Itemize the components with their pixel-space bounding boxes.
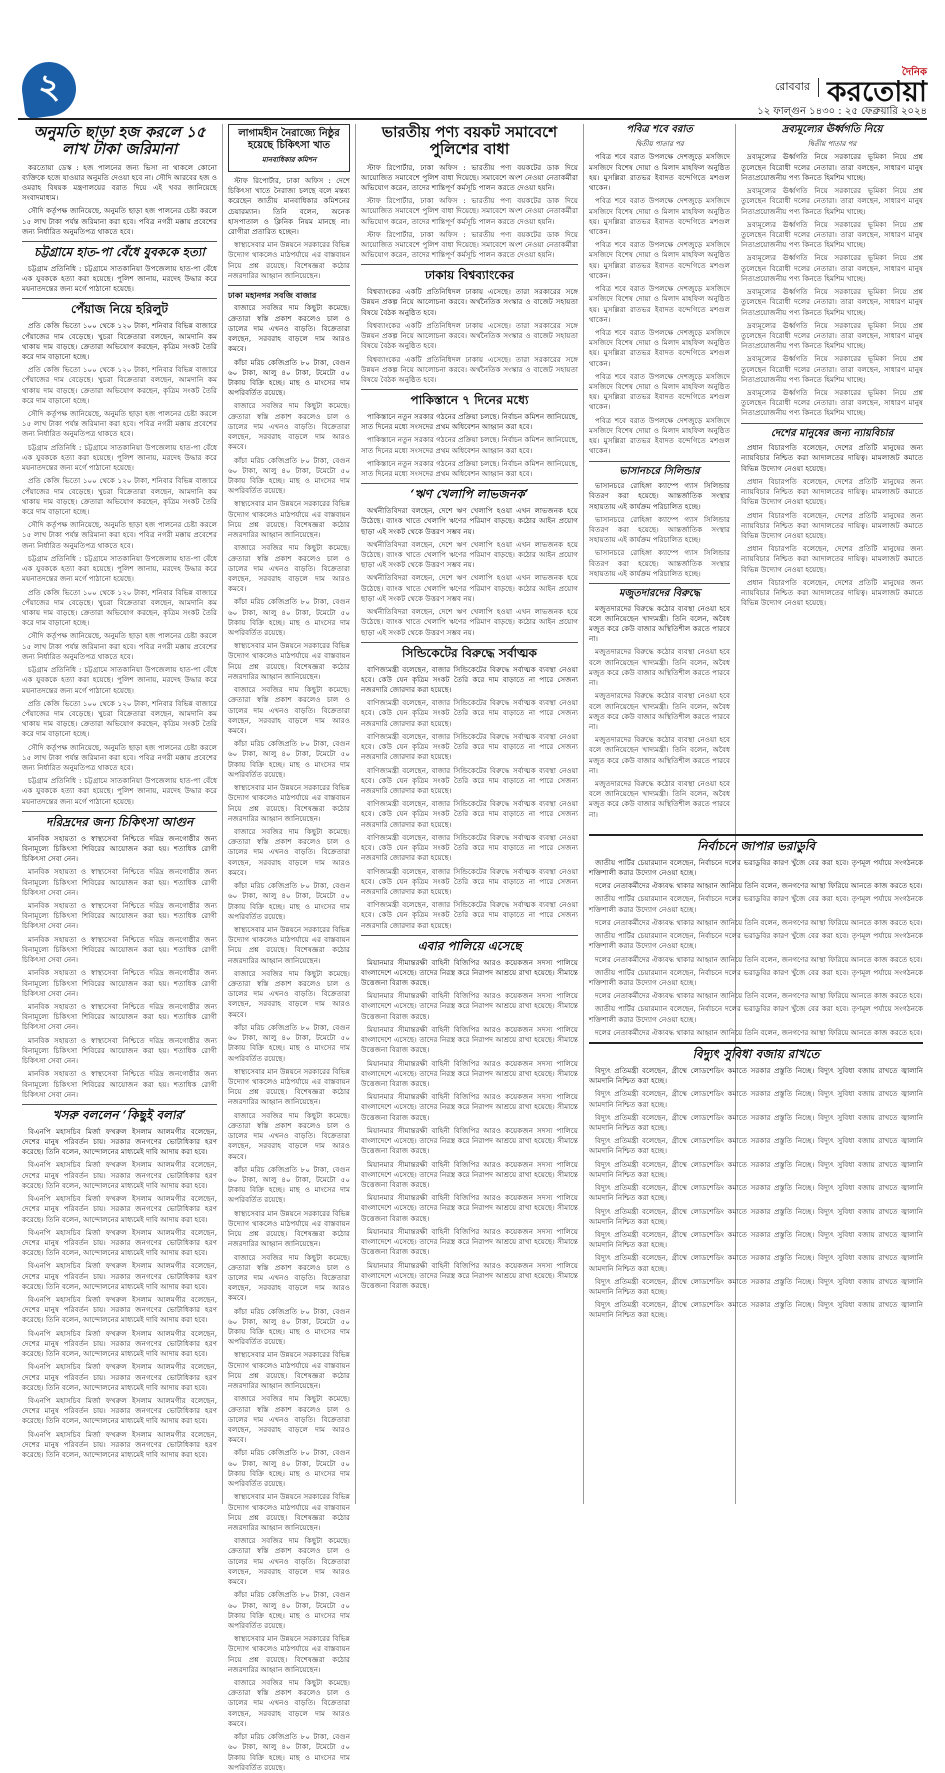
article-body: বিদ্যুৎ প্রতিমন্ত্রী বলেছেন, গ্রীষ্মে লোডশেডিং কমাতে সরকার প্রস্তুতি নিচ্ছে। বিদ্যুৎ সুবিধা বজায় রাখতে জ্বালানি আমদানি নিশ্চিত করা হচ্ছে। xyxy=(589,1159,923,1179)
headline-justice: দেশের মানুষের জন্য ন্যায়বিচার xyxy=(770,427,894,439)
article-body: বাজারে সবজির দাম কিছুটা কমেছে। ক্রেতারা স্বস্তি প্রকাশ করলেও চাল ও ডালের দাম এখনও বাড়তি। বিক্রেতারা বলছেন, সরবরাহ বাড়লে দাম আরও কমবে। xyxy=(228,826,350,877)
article-body: কাঁচা মরিচ কেজিপ্রতি ৮০ টাকা, বেগুন ৬০ টাকা, আলু ৪০ টাকা, টমেটো ৫০ টাকায় বিক্রি হচ্ছে। মাছ ও মাংসের দাম অপরিবর্তিত রয়েছে। xyxy=(228,881,350,921)
article-body: কাঁচা মরিচ কেজিপ্রতি ৮০ টাকা, বেগুন ৬০ টাকা, আলু ৪০ টাকা, টমেটো ৫০ টাকায় বিক্রি হচ্ছে। মাছ ও মাংসের দাম অপরিবর্তিত রয়েছে। xyxy=(228,1732,350,1772)
article-body: দ্রব্যমূল্যের ঊর্ধ্বগতি নিয়ে সরকারের ভূমিকা নিয়ে প্রশ্ন তুলেছেন বিরোধী দলের নেতারা। তারা বলছেন, সাধারণ মানুষ নিত্যপ্রয়োজনীয় পণ্য কিনতে হিমশিম খাচ্ছে। xyxy=(741,253,923,283)
article-body: পবিত্র শবে বরাত উপলক্ষে দেশজুড়ে মসজিদে মসজিদে বিশেষ দোয়া ও মিলাদ মাহফিল অনুষ্ঠিত হয়। মুসল্লিরা রাতভর ইবাদত বন্দেগিতে মশগুল থাকেন। xyxy=(589,196,730,236)
article-body: মানবিক সহায়তা ও স্বাস্থ্যসেবা নিশ্চিতে দরিদ্র জনগোষ্ঠীর জন্য বিনামূল্যে চিকিৎসা শিবিরের আয়োজন করা হয়। শতাধিক রোগী চিকিৎসা সেবা নেন। xyxy=(22,901,217,931)
article-body: বিএনপি মহাসচিব মির্জা ফখরুল ইসলাম আলমগীর বলেছেন, দেশের মানুষ পরিবর্তন চায়। সরকার জনগণের ভোটাধিকার হরণ করেছে। তিনি বলেন, আন্দোলনের মাধ্যমেই দাবি আদায় করা হবে। xyxy=(22,1396,217,1426)
article-body: বিএনপি মহাসচিব মির্জা ফখরুল ইসলাম আলমগীর বলেছেন, দেশের মানুষ পরিবর্তন চায়। সরকার জনগণের ভোটাধিকার হরণ করেছে। তিনি বলেন, আন্দোলনের মাধ্যমেই দাবি আদায় করা হবে। xyxy=(22,1126,217,1157)
headline-shab-e-barat: পবিত্র শবে বরাত xyxy=(626,124,693,135)
article-body: স্বাস্থ্যসেবার মান উন্নয়নে সরকারের বিভিন্ন উদ্যোগ থাকলেও মাঠপর্যায়ে এর বাস্তবায়ন নিয়ে প্রশ্ন রয়েছে। বিশেষজ্ঞরা কঠোর নজরদারির আহ্বান জানিয়েছেন। xyxy=(228,641,350,681)
newspaper-logo-name: করতোয়া xyxy=(827,75,927,108)
article-body: মানবিক সহায়তা ও স্বাস্থ্যসেবা নিশ্চিতে দরিদ্র জনগোষ্ঠীর জন্য বিনামূল্যে চিকিৎসা শিবিরের আয়োজন করা হয়। শতাধিক রোগী চিকিৎসা সেবা নেন। xyxy=(22,867,217,897)
article-body: চট্টগ্রাম প্রতিনিধি : চট্টগ্রামে সাতকানিয়া উপজেলায় হাত-পা বেঁধে এক যুবককে হত্যা করা হয়েছে। পুলিশ জানায়, মরদেহ উদ্ধার করে ময়নাতদন্তের জন্য মর্গে পাঠানো হয়েছে। xyxy=(22,442,217,473)
article-body: পবিত্র শবে বরাত উপলক্ষে দেশজুড়ে মসজিদে মসজিদে বিশেষ দোয়া ও মিলাদ মাহফিল অনুষ্ঠিত হয়। মুসল্লিরা রাতভর ইবাদত বন্দেগিতে মশগুল থাকেন। xyxy=(589,327,730,368)
article-body: বিদ্যুৎ প্রতিমন্ত্রী বলেছেন, গ্রীষ্মে লোডশেডিং কমাতে সরকার প্রস্তুতি নিচ্ছে। বিদ্যুৎ সুবিধা বজায় রাখতে জ্বালানি আমদানি নিশ্চিত করা হচ্ছে। xyxy=(589,1112,923,1132)
divider xyxy=(741,423,923,424)
article-body: সৌদি কর্তৃপক্ষ জানিয়েছে, অনুমতি ছাড়া হজ পালনের চেষ্টা করলে ১৫ লাখ টাকা পর্যন্ত জরিমানা করা হবে। পবিত্র নগরী মক্কায় প্রবেশের জন্য নির্ধারিত অনুমতিপত্র থাকতে হবে। xyxy=(22,742,217,773)
article-body: কাঁচা মরিচ কেজিপ্রতি ৮০ টাকা, বেগুন ৬০ টাকা, আলু ৪০ টাকা, টমেটো ৫০ টাকায় বিক্রি হচ্ছে। মাছ ও মাংসের দাম অপরিবর্তিত রয়েছে। xyxy=(228,1448,350,1489)
headline-health-sector: লাগামহীন নৈরাজ্যে নিষ্ঠুর হয়েছে চিকিৎসা খাত xyxy=(238,128,340,151)
headline-electricity: বিদ্যুৎ সুবিধা বজায় রাখতে xyxy=(692,1047,820,1062)
article-body: দ্রব্যমূল্যের ঊর্ধ্বগতি নিয়ে সরকারের ভূমিকা নিয়ে প্রশ্ন তুলেছেন বিরোধী দলের নেতারা। তারা বলছেন, সাধারণ মানুষ নিত্যপ্রয়োজনীয় পণ্য কিনতে হিমশিম খাচ্ছে। xyxy=(741,152,923,182)
article-body: চট্টগ্রাম প্রতিনিধি : চট্টগ্রামে সাতকানিয়া উপজেলায় হাত-পা বেঁধে এক যুবককে হত্যা করা হয়েছে। পুলিশ জানায়, মরদেহ উদ্ধার করে ময়নাতদন্তের জন্য মর্গে পাঠানো হয়েছে। xyxy=(22,665,217,695)
article-byline: মানবাধিকার কমিশন xyxy=(261,155,317,164)
article-body: স্বাস্থ্যসেবার মান উন্নয়নে সরকারের বিভিন্ন উদ্যোগ থাকলেও মাঠপর্যায়ে এর বাস্তবায়ন নিয়ে প্রশ্ন রয়েছে। বিশেষজ্ঞরা কঠোর নজরদারির আহ্বান জানিয়েছেন। xyxy=(228,1066,350,1107)
article-body: দ্রব্যমূল্যের ঊর্ধ্বগতি নিয়ে সরকারের ভূমিকা নিয়ে প্রশ্ন তুলেছেন বিরোধী দলের নেতারা। তারা বলছেন, সাধারণ মানুষ নিত্যপ্রয়োজনীয় পণ্য কিনতে হিমশিম খাচ্ছে। xyxy=(741,287,923,317)
article-body: জাতীয় পার্টির চেয়ারম্যান বলেছেন, নির্বাচনে দলের ভরাডুবির কারণ খুঁজে বের করা হবে। তৃণমূল পর্যায়ে সংগঠনকে শক্তিশালী করার উদ্যোগ নেওয়া হচ্ছে। xyxy=(589,857,923,878)
article-body: চট্টগ্রাম প্রতিনিধি : চট্টগ্রামে সাতকানিয়া উপজেলায় হাত-পা বেঁধে এক যুবককে হত্যা করা হয়েছে। পুলিশ জানায়, মরদেহ উদ্ধার করে ময়নাতদন্তের জন্য মর্গে পাঠানো হয়েছে। xyxy=(22,776,217,806)
page-header xyxy=(0,0,945,120)
article-body: বিএনপি মহাসচিব মির্জা ফখরুল ইসলাম আলমগীর বলেছেন, দেশের মানুষ পরিবর্তন চায়। সরকার জনগণের ভোটাধিকার হরণ করেছে। তিনি বলেন, আন্দোলনের মাধ্যমেই দাবি আদায় করা হবে। xyxy=(22,1295,217,1325)
article-body: দ্রব্যমূল্যের ঊর্ধ্বগতি নিয়ে সরকারের ভূমিকা নিয়ে প্রশ্ন তুলেছেন বিরোধী দলের নেতারা। তারা বলছেন, সাধারণ মানুষ নিত্যপ্রয়োজনীয় পণ্য কিনতে হিমশিম খাচ্ছে। xyxy=(741,219,923,250)
divider xyxy=(22,298,217,299)
article-body: প্রতি কেজি ভিতো ১০০ থেকে ১২০ টাকা, শনিবার বিভিন্ন বাজারে পেঁয়াজের দাম বেড়েছে। খুচরা বিক্রেতারা বলছেন, আমদানি কম থাকায় দাম বাড়ছে। ক্রেতারা অভিযোগ করছেন, কৃত্রিম সংকট তৈরি করে দাম বাড়ানো হচ্ছে। xyxy=(22,587,217,628)
article-body: কাঁচা মরিচ কেজিপ্রতি ৮০ টাকা, বেগুন ৬০ টাকা, আলু ৪০ টাকা, টমেটো ৫০ টাকায় বিক্রি হচ্ছে। মাছ ও মাংসের দাম অপরিবর্তিত রয়েছে। xyxy=(228,1022,350,1063)
article-body: প্রতি কেজি ভিতো ১০০ থেকে ১২০ টাকা, শনিবার বিভিন্ন বাজারে পেঁয়াজের দাম বেড়েছে। খুচরা বিক্রেতারা বলছেন, আমদানি কম থাকায় দাম বাড়ছে। ক্রেতারা অভিযোগ করছেন, কৃত্রিম সংকট তৈরি করে দাম বাড়ানো হচ্ছে। xyxy=(22,321,217,361)
article-body: বাণিজ্যমন্ত্রী বলেছেন, বাজার সিন্ডিকেটের বিরুদ্ধে সর্বাত্মক ব্যবস্থা নেওয়া হবে। কেউ যেন কৃত্রিম সংকট তৈরি করে দাম বাড়াতে না পারে সেজন্য নজরদারি জোরদার করা হয়েছে। xyxy=(361,731,578,762)
article-body: প্রধান বিচারপতি বলেছেন, দেশের প্রতিটি মানুষের জন্য ন্যায়বিচার নিশ্চিত করা আদালতের দায়িত্ব। মামলাজট কমাতে বিভিন্ন উদ্যোগ নেওয়া হয়েছে। xyxy=(741,443,923,473)
article-body: দলের নেতাকর্মীদের ঐক্যবদ্ধ থাকার আহ্বান জানিয়ে তিনি বলেন, জনগণের আস্থা ফিরিয়ে আনতে কাজ করতে হবে। xyxy=(595,881,923,891)
article-body: বাজারে সবজির দাম কিছুটা কমেছে। ক্রেতারা স্বস্তি প্রকাশ করলেও চাল ও ডালের দাম এখনও বাড়তি। বিক্রেতারা বলছেন, সরবরাহ বাড়লে দাম আরও কমবে। xyxy=(228,401,350,452)
issue-date: ১২ ফাল্গুন ১৪৩০ : ২৫ ফেব্রুয়ারি ২০২৪ xyxy=(757,106,927,117)
divider xyxy=(361,264,578,265)
divider xyxy=(589,583,730,584)
article-body: অর্থনীতিবিদরা বলছেন, দেশে ঋণ খেলাপি হওয়া এখন লাভজনক হয়ে উঠেছে। ব্যাংক খাতে খেলাপি ঋণের পরিমাণ বাড়ছে। কঠোর আইন প্রয়োগ ছাড়া এই সংকট থেকে উত্তরণ সম্ভব নয়। xyxy=(361,539,578,570)
article-body: জাতীয় পার্টির চেয়ারম্যান বলেছেন, নির্বাচনে দলের ভরাডুবির কারণ খুঁজে বের করা হবে। তৃণমূল পর্যায়ে সংগঠনকে শক্তিশালী করার উদ্যোগ নেওয়া হচ্ছে। xyxy=(589,967,923,987)
article-body: মিয়ানমার সীমান্তরক্ষী বাহিনী বিজিপির আরও কয়েকজন সদস্য পালিয়ে বাংলাদেশে এসেছে। তাদের নিরস্ত্র করে নিরাপদ আশ্রয়ে রাখা হয়েছে। সীমান্তে উত্তেজনা বিরাজ করছে। xyxy=(361,1226,578,1257)
article-body: বাজারে সবজির দাম কিছুটা কমেছে। ক্রেতারা স্বস্তি প্রকাশ করলেও চাল ও ডালের দাম এখনও বাড়তি। বিক্রেতারা বলছেন, সরবরাহ বাড়লে দাম আরও কমবে। xyxy=(228,1394,350,1445)
article-body: বাণিজ্যমন্ত্রী বলেছেন, বাজার সিন্ডিকেটের বিরুদ্ধে সর্বাত্মক ব্যবস্থা নেওয়া হবে। কেউ যেন কৃত্রিম সংকট তৈরি করে দাম বাড়াতে না পারে সেজন্য নজরদারি জোরদার করা হয়েছে। xyxy=(361,900,578,930)
section-subhead: ঢাকা মহানগর সবজি বাজার xyxy=(228,290,317,301)
article-body: বিদ্যুৎ প্রতিমন্ত্রী বলেছেন, গ্রীষ্মে লোডশেডিং কমাতে সরকার প্রস্তুতি নিচ্ছে। বিদ্যুৎ সুবিধা বজায় রাখতে জ্বালানি আমদানি নিশ্চিত করা হচ্ছে। xyxy=(589,1229,923,1250)
article-body: পবিত্র শবে বরাত উপলক্ষে দেশজুড়ে মসজিদে মসজিদে বিশেষ দোয়া ও মিলাদ মাহফিল অনুষ্ঠিত হয়। মুসল্লিরা রাতভর ইবাদত বন্দেগিতে মশগুল থাকেন। xyxy=(589,284,730,324)
article-body: বাজারে সবজির দাম কিছুটা কমেছে। ক্রেতারা স্বস্তি প্রকাশ করলেও চাল ও ডালের দাম এখনও বাড়তি। বিক্রেতারা বলছেন, সরবরাহ বাড়লে দাম আরও কমবে। xyxy=(228,685,350,736)
header-rule xyxy=(18,118,927,120)
divider xyxy=(22,1104,217,1105)
article-body: মিয়ানমার সীমান্তরক্ষী বাহিনী বিজিপির আরও কয়েকজন সদস্য পালিয়ে বাংলাদেশে এসেছে। তাদের নিরস্ত্র করে নিরাপদ আশ্রয়ে রাখা হয়েছে। সীমান্তে উত্তেজনা বিরাজ করছে। xyxy=(361,1260,578,1290)
article-body: সৌদি কর্তৃপক্ষ জানিয়েছে, অনুমতি ছাড়া হজ পালনের চেষ্টা করলে ১৫ লাখ টাকা পর্যন্ত জরিমানা করা হবে। পবিত্র নগরী মক্কায় প্রবেশের জন্য নির্ধারিত অনুমতিপত্র থাকতে হবে। xyxy=(22,631,217,661)
continuation-label: দ্বিতীয় পাতার পর xyxy=(807,139,857,148)
headline-prices: দ্রব্যমূল্যের ঊর্ধ্বগতি নিয়ে xyxy=(781,124,883,135)
article-body: মিয়ানমার সীমান্তরক্ষী বাহিনী বিজিপির আরও কয়েকজন সদস্য পালিয়ে বাংলাদেশে এসেছে। তাদের নিরস্ত্র করে নিরাপদ আশ্রয়ে রাখা হয়েছে। সীমান্তে উত্তেজনা বিরাজ করছে। xyxy=(361,1193,578,1223)
article-body: দ্রব্যমূল্যের ঊর্ধ্বগতি নিয়ে সরকারের ভূমিকা নিয়ে প্রশ্ন তুলেছেন বিরোধী দলের নেতারা। তারা বলছেন, সাধারণ মানুষ নিত্যপ্রয়োজনীয় পণ্য কিনতে হিমশিম খাচ্ছে। xyxy=(741,354,923,384)
article-body: বিদ্যুৎ প্রতিমন্ত্রী বলেছেন, গ্রীষ্মে লোডশেডিং কমাতে সরকার প্রস্তুতি নিচ্ছে। বিদ্যুৎ সুবিধা বজায় রাখতে জ্বালানি আমদানি নিশ্চিত করা হচ্ছে। xyxy=(589,1183,923,1203)
divider xyxy=(361,642,578,643)
article-body: দ্রব্যমূল্যের ঊর্ধ্বগতি নিয়ে সরকারের ভূমিকা নিয়ে প্রশ্ন তুলেছেন বিরোধী দলের নেতারা। তারা বলছেন, সাধারণ মানুষ নিত্যপ্রয়োজনীয় পণ্য কিনতে হিমশিম খাচ্ছে। xyxy=(741,320,923,351)
headline-chattogram: চট্টগ্রামে হাত-পা বেঁধে যুবককে হত্যা xyxy=(34,245,205,260)
divider xyxy=(589,461,730,462)
article-body: স্টাফ রিপোর্টার, ঢাকা অফিস : ভারতীয় পণ্য বয়কটের ডাক দিয়ে আয়োজিত সমাবেশে পুলিশ বাধা দিয়েছে। সমাবেশে অংশ নেওয়া নেতাকর্মীরা অভিযোগ করেন, তাদের শান্তিপূর্ণ কর্মসূচি পালন করতে দেওয়া হয়নি। xyxy=(361,229,578,260)
article-body: কাঁচা মরিচ কেজিপ্রতি ৮০ টাকা, বেগুন ৬০ টাকা, আলু ৪০ টাকা, টমেটো ৫০ টাকায় বিক্রি হচ্ছে। মাছ ও মাংসের দাম অপরিবর্তিত রয়েছে। xyxy=(228,1164,350,1205)
article-body: বিএনপি মহাসচিব মির্জা ফখরুল ইসলাম আলমগীর বলেছেন, দেশের মানুষ পরিবর্তন চায়। সরকার জনগণের ভোটাধিকার হরণ করেছে। তিনি বলেন, আন্দোলনের মাধ্যমেই দাবি আদায় করা হবে। xyxy=(22,1429,217,1460)
divider xyxy=(589,834,923,836)
article-body: স্টাফ রিপোর্টার, ঢাকা অফিস : ভারতীয় পণ্য বয়কটের ডাক দিয়ে আয়োজিত সমাবেশে পুলিশ বাধা দিয়েছে। সমাবেশে অংশ নেওয়া নেতাকর্মীরা অভিযোগ করেন, তাদের শান্তিপূর্ণ কর্মসূচি পালন করতে দেওয়া হয়নি। xyxy=(361,196,578,226)
article-body: বাজারে সবজির দাম কিছুটা কমেছে। ক্রেতারা স্বস্তি প্রকাশ করলেও চাল ও ডালের দাম এখনও বাড়তি। বিক্রেতারা বলছেন, সরবরাহ বাড়লে দাম আরও কমবে। xyxy=(228,1110,350,1161)
article-body: মজুতদারদের বিরুদ্ধে কঠোর ব্যবস্থা নেওয়া হবে বলে জানিয়েছেন খাদ্যমন্ত্রী। তিনি বলেন, অবৈধ মজুত করে কেউ বাজার অস্থিতিশীল করতে পারবে না। xyxy=(589,647,730,688)
article-body: মিয়ানমার সীমান্তরক্ষী বাহিনী বিজিপির আরও কয়েকজন সদস্য পালিয়ে বাংলাদেশে এসেছে। তাদের নিরস্ত্র করে নিরাপদ আশ্রয়ে রাখা হয়েছে। সীমান্তে উত্তেজনা বিরাজ করছে। xyxy=(361,1092,578,1122)
article-body: স্বাস্থ্যসেবার মান উন্নয়নে সরকারের বিভিন্ন উদ্যোগ থাকলেও মাঠপর্যায়ে এর বাস্তবায়ন নিয়ে প্রশ্ন রয়েছে। বিশেষজ্ঞরা কঠোর নজরদারির আহ্বান জানিয়েছেন। xyxy=(228,499,350,540)
article-body: প্রধান বিচারপতি বলেছেন, দেশের প্রতিটি মানুষের জন্য ন্যায়বিচার নিশ্চিত করা আদালতের দায়িত্ব। মামলাজট কমাতে বিভিন্ন উদ্যোগ নেওয়া হয়েছে। xyxy=(741,510,923,540)
article-body: সৌদি কর্তৃপক্ষ জানিয়েছে, অনুমতি ছাড়া হজ পালনের চেষ্টা করলে ১৫ লাখ টাকা পর্যন্ত জরিমানা করা হবে। পবিত্র নগরী মক্কায় প্রবেশের জন্য নির্ধারিত অনুমতিপত্র থাকতে হবে। xyxy=(22,206,217,236)
headline-bhasanchar: ভাসানচরে সিলিন্ডার xyxy=(619,465,700,477)
column-1 xyxy=(22,124,217,1509)
article-body: বাণিজ্যমন্ত্রী বলেছেন, বাজার সিন্ডিকেটের বিরুদ্ধে সর্বাত্মক ব্যবস্থা নেওয়া হবে। কেউ যেন কৃত্রিম সংকট তৈরি করে দাম বাড়াতে না পারে সেজন্য নজরদারি জোরদার করা হয়েছে। xyxy=(361,698,578,728)
article-body: দ্রব্যমূল্যের ঊর্ধ্বগতি নিয়ে সরকারের ভূমিকা নিয়ে প্রশ্ন তুলেছেন বিরোধী দলের নেতারা। তারা বলছেন, সাধারণ মানুষ নিত্যপ্রয়োজনীয় পণ্য কিনতে হিমশিম খাচ্ছে। xyxy=(741,186,923,216)
article-body: কাঁচা মরিচ কেজিপ্রতি ৮০ টাকা, বেগুন ৬০ টাকা, আলু ৪০ টাকা, টমেটো ৫০ টাকায় বিক্রি হচ্ছে। মাছ ও মাংসের দাম অপরিবর্তিত রয়েছে। xyxy=(228,455,350,496)
divider xyxy=(361,935,578,936)
article-body: ভাসানচরে রোহিঙ্গা ক্যাম্পে গ্যাস সিলিন্ডার বিতরণ করা হয়েছে। আন্তর্জাতিক সংস্থার সহায়তায় এই কার্যক্রম পরিচালিত হচ্ছে। xyxy=(589,514,730,545)
article-body: বিদ্যুৎ প্রতিমন্ত্রী বলেছেন, গ্রীষ্মে লোডশেডিং কমাতে সরকার প্রস্তুতি নিচ্ছে। বিদ্যুৎ সুবিধা বজায় রাখতে জ্বালানি আমদানি নিশ্চিত করা হচ্ছে। xyxy=(589,1253,923,1273)
divider xyxy=(22,811,217,812)
article-body: ভাসানচরে রোহিঙ্গা ক্যাম্পে গ্যাস সিলিন্ডার বিতরণ করা হয়েছে। আন্তর্জাতিক সংস্থার সহায়তায় এই কার্যক্রম পরিচালিত হচ্ছে। xyxy=(589,481,730,511)
masthead-day: রোববার xyxy=(775,78,819,97)
headline-jatiya-party: নির্বাচনে জাপার ভরাডুবি xyxy=(697,839,815,853)
article-body: মিয়ানমার সীমান্তরক্ষী বাহিনী বিজিপির আরও কয়েকজন সদস্য পালিয়ে বাংলাদেশে এসেছে। তাদের নিরস্ত্র করে নিরাপদ আশ্রয়ে রাখা হয়েছে। সীমান্তে উত্তেজনা বিরাজ করছে। xyxy=(361,1058,578,1089)
article-body: প্রধান বিচারপতি বলেছেন, দেশের প্রতিটি মানুষের জন্য ন্যায়বিচার নিশ্চিত করা আদালতের দায়িত্ব। মামলাজট কমাতে বিভিন্ন উদ্যোগ নেওয়া হয়েছে। xyxy=(741,476,923,507)
article-body: কাঁচা মরিচ কেজিপ্রতি ৮০ টাকা, বেগুন ৬০ টাকা, আলু ৪০ টাকা, টমেটো ৫০ টাকায় বিক্রি হচ্ছে। মাছ ও মাংসের দাম অপরিবর্তিত রয়েছে। xyxy=(228,1306,350,1347)
article-body: বিএনপি মহাসচিব মির্জা ফখরুল ইসলাম আলমগীর বলেছেন, দেশের মানুষ পরিবর্তন চায়। সরকার জনগণের ভোটাধিকার হরণ করেছে। তিনি বলেন, আন্দোলনের মাধ্যমেই দাবি আদায় করা হবে। xyxy=(22,1227,217,1258)
article-body: বিদ্যুৎ প্রতিমন্ত্রী বলেছেন, গ্রীষ্মে লোডশেডিং কমাতে সরকার প্রস্তুতি নিচ্ছে। বিদ্যুৎ সুবিধা বজায় রাখতে জ্বালানি আমদানি নিশ্চিত করা হচ্ছে। xyxy=(589,1136,923,1156)
article-body: প্রধান বিচারপতি বলেছেন, দেশের প্রতিটি মানুষের জন্য ন্যায়বিচার নিশ্চিত করা আদালতের দায়িত্ব। মামলাজট কমাতে বিভিন্ন উদ্যোগ নেওয়া হয়েছে। xyxy=(741,577,923,608)
headline-onion: পেঁয়াজ নিয়ে হরিলুট xyxy=(71,302,168,317)
article-body: সৌদি কর্তৃপক্ষ জানিয়েছে, অনুমতি ছাড়া হজ পালনের চেষ্টা করলে ১৫ লাখ টাকা পর্যন্ত জরিমানা করা হবে। পবিত্র নগরী মক্কায় প্রবেশের জন্য নির্ধারিত অনুমতিপত্র থাকতে হবে। xyxy=(22,520,217,550)
article-body: স্বাস্থ্যসেবার মান উন্নয়নে সরকারের বিভিন্ন উদ্যোগ থাকলেও মাঠপর্যায়ে এর বাস্তবায়ন নিয়ে প্রশ্ন রয়েছে। বিশেষজ্ঞরা কঠোর নজরদারির আহ্বান জানিয়েছেন। xyxy=(228,1350,350,1391)
article-body: বিদ্যুৎ প্রতিমন্ত্রী বলেছেন, গ্রীষ্মে লোডশেডিং কমাতে সরকার প্রস্তুতি নিচ্ছে। বিদ্যুৎ সুবিধা বজায় রাখতে জ্বালানি আমদানি নিশ্চিত করা হচ্ছে। xyxy=(589,1206,923,1226)
column-divider xyxy=(222,124,223,1504)
column-4 xyxy=(589,124,730,824)
article-body: বাণিজ্যমন্ত্রী বলেছেন, বাজার সিন্ডিকেটের বিরুদ্ধে সর্বাত্মক ব্যবস্থা নেওয়া হবে। কেউ যেন কৃত্রিম সংকট তৈরি করে দাম বাড়াতে না পারে সেজন্য নজরদারি জোরদার করা হয়েছে। xyxy=(361,765,578,795)
headline-box xyxy=(228,124,350,172)
article-body: বাজারে সবজির দাম কিছুটা কমেছে। ক্রেতারা স্বস্তি প্রকাশ করলেও চাল ও ডালের দাম এখনও বাড়তি। বিক্রেতারা বলছেন, সরবরাহ বাড়লে দাম আরও কমবে। xyxy=(228,1678,350,1728)
article-body: চট্টগ্রাম প্রতিনিধি : চট্টগ্রামে সাতকানিয়া উপজেলায় হাত-পা বেঁধে এক যুবককে হত্যা করা হয়েছে। পুলিশ জানায়, মরদেহ উদ্ধার করে ময়নাতদন্তের জন্য মর্গে পাঠানো হয়েছে। xyxy=(22,263,217,294)
article-body: বাজারে সবজির দাম কিছুটা কমেছে। ক্রেতারা স্বস্তি প্রকাশ করলেও চাল ও ডালের দাম এখনও বাড়তি। বিক্রেতারা বলছেন, সরবরাহ বাড়লে দাম আরও কমবে। xyxy=(228,1536,350,1587)
article-body: মিয়ানমার সীমান্তরক্ষী বাহিনী বিজিপির আরও কয়েকজন সদস্য পালিয়ে বাংলাদেশে এসেছে। তাদের নিরস্ত্র করে নিরাপদ আশ্রয়ে রাখা হয়েছে। সীমান্তে উত্তেজনা বিরাজ করছে। xyxy=(361,1024,578,1055)
newspaper-logo xyxy=(827,68,927,106)
article-body: কাঁচা মরিচ কেজিপ্রতি ৮০ টাকা, বেগুন ৬০ টাকা, আলু ৪০ টাকা, টমেটো ৫০ টাকায় বিক্রি হচ্ছে। মাছ ও মাংসের দাম অপরিবর্তিত রয়েছে। xyxy=(228,357,350,398)
article-body: মানবিক সহায়তা ও স্বাস্থ্যসেবা নিশ্চিতে দরিদ্র জনগোষ্ঠীর জন্য বিনামূল্যে চিকিৎসা শিবিরের আয়োজন করা হয়। শতাধিক রোগী চিকিৎসা সেবা নেন। xyxy=(22,934,217,965)
article-body: পাকিস্তানে নতুন সরকার গঠনের প্রক্রিয়া চলছে। নির্বাচন কমিশন জানিয়েছে, সাত দিনের মধ্যে সংসদের প্রথম অধিবেশন আহ্বান করা হবে। xyxy=(361,412,578,432)
newspaper-logo-small: দৈনিক xyxy=(901,67,927,78)
article-body: বিশ্বব্যাংকের একটি প্রতিনিধিদল ঢাকায় এসেছে। তারা সরকারের সঙ্গে উন্নয়ন প্রকল্প নিয়ে আলোচনা করবে। অর্থনৈতিক সংস্কার ও বাজেট সহায়তা বিষয়ে বৈঠক অনুষ্ঠিত হবে। xyxy=(361,354,578,385)
headline-boycott: ভারতীয় পণ্য বয়কট সমাবেশে পুলিশের বাধা xyxy=(381,123,558,159)
article-body: অর্থনীতিবিদরা বলছেন, দেশে ঋণ খেলাপি হওয়া এখন লাভজনক হয়ে উঠেছে। ব্যাংক খাতে খেলাপি ঋণের পরিমাণ বাড়ছে। কঠোর আইন প্রয়োগ ছাড়া এই সংকট থেকে উত্তরণ সম্ভব নয়। xyxy=(361,573,578,603)
column-5 xyxy=(741,124,923,824)
article-body: অর্থনীতিবিদরা বলছেন, দেশে ঋণ খেলাপি হওয়া এখন লাভজনক হয়ে উঠেছে। ব্যাংক খাতে খেলাপি ঋণের পরিমাণ বাড়ছে। কঠোর আইন প্রয়োগ ছাড়া এই সংকট থেকে উত্তরণ সম্ভব নয়। xyxy=(361,506,578,536)
article-body: চট্টগ্রাম প্রতিনিধি : চট্টগ্রামে সাতকানিয়া উপজেলায় হাত-পা বেঁধে এক যুবককে হত্যা করা হয়েছে। পুলিশ জানায়, মরদেহ উদ্ধার করে ময়নাতদন্তের জন্য মর্গে পাঠানো হয়েছে। xyxy=(22,553,217,584)
article-body: স্বাস্থ্যসেবার মান উন্নয়নে সরকারের বিভিন্ন উদ্যোগ থাকলেও মাঠপর্যায়ে এর বাস্তবায়ন নিয়ে প্রশ্ন রয়েছে। বিশেষজ্ঞরা কঠোর নজরদারির আহ্বান জানিয়েছেন। xyxy=(228,783,350,823)
article-body: কাঁচা মরিচ কেজিপ্রতি ৮০ টাকা, বেগুন ৬০ টাকা, আলু ৪০ টাকা, টমেটো ৫০ টাকায় বিক্রি হচ্ছে। মাছ ও মাংসের দাম অপরিবর্তিত রয়েছে। xyxy=(228,597,350,638)
article-body: বিশ্বব্যাংকের একটি প্রতিনিধিদল ঢাকায় এসেছে। তারা সরকারের সঙ্গে উন্নয়ন প্রকল্প নিয়ে আলোচনা করবে। অর্থনৈতিক সংস্কার ও বাজেট সহায়তা বিষয়ে বৈঠক অনুষ্ঠিত হবে। xyxy=(361,320,578,351)
article-body: মজুতদারদের বিরুদ্ধে কঠোর ব্যবস্থা নেওয়া হবে বলে জানিয়েছেন খাদ্যমন্ত্রী। তিনি বলেন, অবৈধ মজুত করে কেউ বাজার অস্থিতিশীল করতে পারবে না। xyxy=(589,691,730,731)
page-number-badge xyxy=(19,59,80,120)
article-body: মিয়ানমার সীমান্তরক্ষী বাহিনী বিজিপির আরও কয়েকজন সদস্য পালিয়ে বাংলাদেশে এসেছে। তাদের নিরস্ত্র করে নিরাপদ আশ্রয়ে রাখা হয়েছে। সীমান্তে উত্তেজনা বিরাজ করছে। xyxy=(361,1159,578,1189)
article-body: বাজারে সবজির দাম কিছুটা কমেছে। ক্রেতারা স্বস্তি প্রকাশ করলেও চাল ও ডালের দাম এখনও বাড়তি। বিক্রেতারা বলছেন, সরবরাহ বাড়লে দাম আরও কমবে। xyxy=(228,543,350,594)
article-body: দলের নেতাকর্মীদের ঐক্যবদ্ধ থাকার আহ্বান জানিয়ে তিনি বলেন, জনগণের আস্থা ফিরিয়ে আনতে কাজ করতে হবে। xyxy=(595,991,923,1001)
article-body: বাণিজ্যমন্ত্রী বলেছেন, বাজার সিন্ডিকেটের বিরুদ্ধে সর্বাত্মক ব্যবস্থা নেওয়া হবে। কেউ যেন কৃত্রিম সংকট তৈরি করে দাম বাড়াতে না পারে সেজন্য নজরদারি জোরদার করা হয়েছে। xyxy=(361,799,578,829)
article-body: প্রতি কেজি ভিতো ১০০ থেকে ১২০ টাকা, শনিবার বিভিন্ন বাজারে পেঁয়াজের দাম বেড়েছে। খুচরা বিক্রেতারা বলছেন, আমদানি কম থাকায় দাম বাড়ছে। ক্রেতারা অভিযোগ করছেন, কৃত্রিম সংকট তৈরি করে দাম বাড়ানো হচ্ছে। xyxy=(22,476,217,516)
article-body: স্বাস্থ্যসেবার মান উন্নয়নে সরকারের বিভিন্ন উদ্যোগ থাকলেও মাঠপর্যায়ে এর বাস্তবায়ন নিয়ে প্রশ্ন রয়েছে। বিশেষজ্ঞরা কঠোর নজরদারির আহ্বান জানিয়েছেন। xyxy=(228,1492,350,1532)
article-body: বাজারে সবজির দাম কিছুটা কমেছে। ক্রেতারা স্বস্তি প্রকাশ করলেও চাল ও ডালের দাম এখনও বাড়তি। বিক্রেতারা বলছেন, সরবরাহ বাড়লে দাম আরও কমবে। xyxy=(228,303,350,354)
article-body: পবিত্র শবে বরাত উপলক্ষে দেশজুড়ে মসজিদে মসজিদে বিশেষ দোয়া ও মিলাদ মাহফিল অনুষ্ঠিত হয়। মুসল্লিরা রাতভর ইবাদত বন্দেগিতে মশগুল থাকেন। xyxy=(589,240,730,280)
article-body: পবিত্র শবে বরাত উপলক্ষে দেশজুড়ে মসজিদে মসজিদে বিশেষ দোয়া ও মিলাদ মাহফিল অনুষ্ঠিত হয়। মুসল্লিরা রাতভর ইবাদত বন্দেগিতে মশগুল থাকেন। xyxy=(589,371,730,412)
article-body: মানবিক সহায়তা ও স্বাস্থ্যসেবা নিশ্চিতে দরিদ্র জনগোষ্ঠীর জন্য বিনামূল্যে চিকিৎসা শিবিরের আয়োজন করা হয়। শতাধিক রোগী চিকিৎসা সেবা নেন। xyxy=(22,1001,217,1032)
article-body: প্রতি কেজি ভিতো ১০০ থেকে ১২০ টাকা, শনিবার বিভিন্ন বাজারে পেঁয়াজের দাম বেড়েছে। খুচরা বিক্রেতারা বলছেন, আমদানি কম থাকায় দাম বাড়ছে। ক্রেতারা অভিযোগ করছেন, কৃত্রিম সংকট তৈরি করে দাম বাড়ানো হচ্ছে। xyxy=(22,365,217,405)
article-body: কাঁচা মরিচ কেজিপ্রতি ৮০ টাকা, বেগুন ৬০ টাকা, আলু ৪০ টাকা, টমেটো ৫০ টাকায় বিক্রি হচ্ছে। মাছ ও মাংসের দাম অপরিবর্তিত রয়েছে। xyxy=(228,739,350,779)
article-body: মানবিক সহায়তা ও স্বাস্থ্যসেবা নিশ্চিতে দরিদ্র জনগোষ্ঠীর জন্য বিনামূল্যে চিকিৎসা শিবিরের আয়োজন করা হয়। শতাধিক রোগী চিকিৎসা সেবা নেন। xyxy=(22,968,217,998)
article-body: জাতীয় পার্টির চেয়ারম্যান বলেছেন, নির্বাচনে দলের ভরাডুবির কারণ খুঁজে বের করা হবে। তৃণমূল পর্যায়ে সংগঠনকে শক্তিশালী করার উদ্যোগ নেওয়া হচ্ছে। xyxy=(589,931,923,951)
article-body: বাজারে সবজির দাম কিছুটা কমেছে। ক্রেতারা স্বস্তি প্রকাশ করলেও চাল ও ডালের দাম এখনও বাড়তি। বিক্রেতারা বলছেন, সরবরাহ বাড়লে দাম আরও কমবে। xyxy=(228,968,350,1019)
article-body: স্বাস্থ্যসেবার মান উন্নয়নে সরকারের বিভিন্ন উদ্যোগ থাকলেও মাঠপর্যায়ে এর বাস্তবায়ন নিয়ে প্রশ্ন রয়েছে। বিশেষজ্ঞরা কঠোর নজরদারির আহ্বান জানিয়েছেন। xyxy=(228,924,350,965)
divider xyxy=(228,285,350,286)
article-body: মিয়ানমার সীমান্তরক্ষী বাহিনী বিজিপির আরও কয়েকজন সদস্য পালিয়ে বাংলাদেশে এসেছে। তাদের নিরস্ত্র করে নিরাপদ আশ্রয়ে রাখা হয়েছে। সীমান্তে উত্তেজনা বিরাজ করছে। xyxy=(361,1125,578,1156)
headline-pakistan: পাকিস্তানে ৭ দিনের মধ্যে xyxy=(410,393,529,408)
article-body: স্টাফ রিপোর্টার, ঢাকা অফিস : দেশে চিকিৎসা খাতে নৈরাজ্য চলছে বলে মন্তব্য করেছেন জাতীয় মানবাধিকার কমিশনের চেয়ারম্যান। তিনি বলেন, অনেক হাসপাতাল ও ক্লিনিক নিয়ম মানছে না। রোগীরা প্রতারিত হচ্ছেন। xyxy=(228,175,350,237)
article-body: বাজারে সবজির দাম কিছুটা কমেছে। ক্রেতারা স্বস্তি প্রকাশ করলেও চাল ও ডালের দাম এখনও বাড়তি। বিক্রেতারা বলছেন, সরবরাহ বাড়লে দাম আরও কমবে। xyxy=(228,1252,350,1303)
article-body: বাণিজ্যমন্ত্রী বলেছেন, বাজার সিন্ডিকেটের বিরুদ্ধে সর্বাত্মক ব্যবস্থা নেওয়া হবে। কেউ যেন কৃত্রিম সংকট তৈরি করে দাম বাড়াতে না পারে সেজন্য নজরদারি জোরদার করা হয়েছে। xyxy=(361,832,578,863)
article-body: প্রধান বিচারপতি বলেছেন, দেশের প্রতিটি মানুষের জন্য ন্যায়বিচার নিশ্চিত করা আদালতের দায়িত্ব। মামলাজট কমাতে বিভিন্ন উদ্যোগ নেওয়া হয়েছে। xyxy=(741,544,923,574)
headline-hajj: অনুমতি ছাড়া হজ করলে ১৫ লাখ টাকা জরিমানা xyxy=(33,123,206,159)
divider xyxy=(589,1042,923,1044)
divider xyxy=(361,389,578,390)
divider xyxy=(361,483,578,484)
headline-hoarders: মজুতদারদের বিরুদ্ধে xyxy=(618,588,701,600)
article-body: পাকিস্তানে নতুন সরকার গঠনের প্রক্রিয়া চলছে। নির্বাচন কমিশন জানিয়েছে, সাত দিনের মধ্যে সংসদের প্রথম অধিবেশন আহ্বান করা হবে। xyxy=(361,435,578,455)
column-2 xyxy=(228,124,350,1772)
column-3 xyxy=(361,124,578,1509)
article-body: পাকিস্তানে নতুন সরকার গঠনের প্রক্রিয়া চলছে। নির্বাচন কমিশন জানিয়েছে, সাত দিনের মধ্যে সংসদের প্রথম অধিবেশন আহ্বান করা হবে। xyxy=(361,458,578,479)
article-body: পবিত্র শবে বরাত উপলক্ষে দেশজুড়ে মসজিদে মসজিদে বিশেষ দোয়া ও মিলাদ মাহফিল অনুষ্ঠিত হয়। মুসল্লিরা রাতভর ইবাদত বন্দেগিতে মশগুল থাকেন। xyxy=(589,152,730,193)
column-4-5-lower xyxy=(589,830,923,1510)
article-body: বিদ্যুৎ প্রতিমন্ত্রী বলেছেন, গ্রীষ্মে লোডশেডিং কমাতে সরকার প্রস্তুতি নিচ্ছে। বিদ্যুৎ সুবিধা বজায় রাখতে জ্বালানি আমদানি নিশ্চিত করা হচ্ছে। xyxy=(589,1065,923,1086)
headline-khasru: খসরু বললেন ‘কিছুই বলার’ xyxy=(52,1107,187,1122)
article-body: পবিত্র শবে বরাত উপলক্ষে দেশজুড়ে মসজিদে মসজিদে বিশেষ দোয়া ও মিলাদ মাহফিল অনুষ্ঠিত হয়। মুসল্লিরা রাতভর ইবাদত বন্দেগিতে মশগুল থাকেন। xyxy=(589,415,730,456)
article-body: ভাসানচরে রোহিঙ্গা ক্যাম্পে গ্যাস সিলিন্ডার বিতরণ করা হয়েছে। আন্তর্জাতিক সংস্থার সহায়তায় এই কার্যক্রম পরিচালিত হচ্ছে। xyxy=(589,548,730,578)
article-body: স্বাস্থ্যসেবার মান উন্নয়নে সরকারের বিভিন্ন উদ্যোগ থাকলেও মাঠপর্যায়ে এর বাস্তবায়ন নিয়ে প্রশ্ন রয়েছে। বিশেষজ্ঞরা কঠোর নজরদারির আহ্বান জানিয়েছেন। xyxy=(228,1208,350,1249)
article-body: বিদ্যুৎ প্রতিমন্ত্রী বলেছেন, গ্রীষ্মে লোডশেডিং কমাতে সরকার প্রস্তুতি নিচ্ছে। বিদ্যুৎ সুবিধা বজায় রাখতে জ্বালানি আমদানি নিশ্চিত করা হচ্ছে। xyxy=(589,1300,923,1320)
article-body: দলের নেতাকর্মীদের ঐক্যবদ্ধ থাকার আহ্বান জানিয়ে তিনি বলেন, জনগণের আস্থা ফিরিয়ে আনতে কাজ করতে হবে। xyxy=(595,917,923,927)
divider xyxy=(22,241,217,242)
masthead xyxy=(775,68,927,106)
article-body: দ্রব্যমূল্যের ঊর্ধ্বগতি নিয়ে সরকারের ভূমিকা নিয়ে প্রশ্ন তুলেছেন বিরোধী দলের নেতারা। তারা বলছেন, সাধারণ মানুষ নিত্যপ্রয়োজনীয় পণ্য কিনতে হিমশিম খাচ্ছে। xyxy=(741,388,923,418)
headline-fled: এবার পালিয়ে এসেছে xyxy=(417,938,522,953)
article-body: জাতীয় পার্টির চেয়ারম্যান বলেছেন, নির্বাচনে দলের ভরাডুবির কারণ খুঁজে বের করা হবে। তৃণমূল পর্যায়ে সংগঠনকে শক্তিশালী করার উদ্যোগ নেওয়া হচ্ছে। xyxy=(589,1004,923,1024)
headline-loan-default: ‘ঋণ খেলাপি লাভজনক’ xyxy=(410,487,529,502)
article-body: স্টাফ রিপোর্টার, ঢাকা অফিস : ভারতীয় পণ্য বয়কটের ডাক দিয়ে আয়োজিত সমাবেশে পুলিশ বাধা দিয়েছে। সমাবেশে অংশ নেওয়া নেতাকর্মীরা অভিযোগ করেন, তাদের শান্তিপূর্ণ কর্মসূচি পালন করতে দেওয়া হয়নি। xyxy=(361,162,578,192)
article-body: মজুতদারদের বিরুদ্ধে কঠোর ব্যবস্থা নেওয়া হবে বলে জানিয়েছেন খাদ্যমন্ত্রী। তিনি বলেন, অবৈধ মজুত করে কেউ বাজার অস্থিতিশীল করতে পারবে না। xyxy=(589,779,730,819)
article-body: বিশ্বব্যাংকের একটি প্রতিনিধিদল ঢাকায় এসেছে। তারা সরকারের সঙ্গে উন্নয়ন প্রকল্প নিয়ে আলোচনা করবে। অর্থনৈতিক সংস্কার ও বাজেট সহায়তা বিষয়ে বৈঠক অনুষ্ঠিত হবে। xyxy=(361,287,578,317)
article-body: মজুতদারদের বিরুদ্ধে কঠোর ব্যবস্থা নেওয়া হবে বলে জানিয়েছেন খাদ্যমন্ত্রী। তিনি বলেন, অবৈধ মজুত করে কেউ বাজার অস্থিতিশীল করতে পারবে না। xyxy=(589,735,730,775)
article-body: সৌদি কর্তৃপক্ষ জানিয়েছে, অনুমতি ছাড়া হজ পালনের চেষ্টা করলে ১৫ লাখ টাকা পর্যন্ত জরিমানা করা হবে। পবিত্র নগরী মক্কায় প্রবেশের জন্য নির্ধারিত অনুমতিপত্র থাকতে হবে। xyxy=(22,409,217,439)
article-body: স্বাস্থ্যসেবার মান উন্নয়নে সরকারের বিভিন্ন উদ্যোগ থাকলেও মাঠপর্যায়ে এর বাস্তবায়ন নিয়ে প্রশ্ন রয়েছে। বিশেষজ্ঞরা কঠোর নজরদারির আহ্বান জানিয়েছেন। xyxy=(228,240,350,280)
continuation-label: দ্বিতীয় পাতার পর xyxy=(635,139,684,148)
article-body: বিএনপি মহাসচিব মির্জা ফখরুল ইসলাম আলমগীর বলেছেন, দেশের মানুষ পরিবর্তন চায়। সরকার জনগণের ভোটাধিকার হরণ করেছে। তিনি বলেন, আন্দোলনের মাধ্যমেই দাবি আদায় করা হবে। xyxy=(22,1160,217,1190)
article-body: বিএনপি মহাসচিব মির্জা ফখরুল ইসলাম আলমগীর বলেছেন, দেশের মানুষ পরিবর্তন চায়। সরকার জনগণের ভোটাধিকার হরণ করেছে। তিনি বলেন, আন্দোলনের মাধ্যমেই দাবি আদায় করা হবে। xyxy=(22,1362,217,1392)
article-body: দলের নেতাকর্মীদের ঐক্যবদ্ধ থাকার আহ্বান জানিয়ে তিনি বলেন, জনগণের আস্থা ফিরিয়ে আনতে কাজ করতে হবে। xyxy=(595,1027,923,1037)
article-body: মানবিক সহায়তা ও স্বাস্থ্যসেবা নিশ্চিতে দরিদ্র জনগোষ্ঠীর জন্য বিনামূল্যে চিকিৎসা শিবিরের আয়োজন করা হয়। শতাধিক রোগী চিকিৎসা সেবা নেন। xyxy=(22,833,217,864)
article-body: দলের নেতাকর্মীদের ঐক্যবদ্ধ থাকার আহ্বান জানিয়ে তিনি বলেন, জনগণের আস্থা ফিরিয়ে আনতে কাজ করতে হবে। xyxy=(595,954,923,964)
article-body: বিদ্যুৎ প্রতিমন্ত্রী বলেছেন, গ্রীষ্মে লোডশেডিং কমাতে সরকার প্রস্তুতি নিচ্ছে। বিদ্যুৎ সুবিধা বজায় রাখতে জ্বালানি আমদানি নিশ্চিত করা হচ্ছে। xyxy=(589,1276,923,1297)
article-body: বাণিজ্যমন্ত্রী বলেছেন, বাজার সিন্ডিকেটের বিরুদ্ধে সর্বাত্মক ব্যবস্থা নেওয়া হবে। কেউ যেন কৃত্রিম সংকট তৈরি করে দাম বাড়াতে না পারে সেজন্য নজরদারি জোরদার করা হয়েছে। xyxy=(361,664,578,694)
article-body: মিয়ানমার সীমান্তরক্ষী বাহিনী বিজিপির আরও কয়েকজন সদস্য পালিয়ে বাংলাদেশে এসেছে। তাদের নিরস্ত্র করে নিরাপদ আশ্রয়ে রাখা হয়েছে। সীমান্তে উত্তেজনা বিরাজ করছে। xyxy=(361,991,578,1021)
article-body: বিএনপি মহাসচিব মির্জা ফখরুল ইসলাম আলমগীর বলেছেন, দেশের মানুষ পরিবর্তন চায়। সরকার জনগণের ভোটাধিকার হরণ করেছে। তিনি বলেন, আন্দোলনের মাধ্যমেই দাবি আদায় করা হবে। xyxy=(22,1328,217,1359)
page-number: ২ xyxy=(37,66,61,107)
article-body: বিএনপি মহাসচিব মির্জা ফখরুল ইসলাম আলমগীর বলেছেন, দেশের মানুষ পরিবর্তন চায়। সরকার জনগণের ভোটাধিকার হরণ করেছে। তিনি বলেন, আন্দোলনের মাধ্যমেই দাবি আদায় করা হবে। xyxy=(22,1261,217,1291)
column-divider xyxy=(355,124,356,1504)
article-body: বিদ্যুৎ প্রতিমন্ত্রী বলেছেন, গ্রীষ্মে লোডশেডিং কমাতে সরকার প্রস্তুতি নিচ্ছে। বিদ্যুৎ সুবিধা বজায় রাখতে জ্বালানি আমদানি নিশ্চিত করা হচ্ছে। xyxy=(589,1089,923,1109)
article-body: মিয়ানমার সীমান্তরক্ষী বাহিনী বিজিপির আরও কয়েকজন সদস্য পালিয়ে বাংলাদেশে এসেছে। তাদের নিরস্ত্র করে নিরাপদ আশ্রয়ে রাখা হয়েছে। সীমান্তে উত্তেজনা বিরাজ করছে। xyxy=(361,957,578,988)
article-body: মানবিক সহায়তা ও স্বাস্থ্যসেবা নিশ্চিতে দরিদ্র জনগোষ্ঠীর জন্য বিনামূল্যে চিকিৎসা শিবিরের আয়োজন করা হয়। শতাধিক রোগী চিকিৎসা সেবা নেন। xyxy=(22,1035,217,1066)
article-body: বিএনপি মহাসচিব মির্জা ফখরুল ইসলাম আলমগীর বলেছেন, দেশের মানুষ পরিবর্তন চায়। সরকার জনগণের ভোটাধিকার হরণ করেছে। তিনি বলেন, আন্দোলনের মাধ্যমেই দাবি আদায় করা হবে। xyxy=(22,1194,217,1224)
article-body: জাতীয় পার্টির চেয়ারম্যান বলেছেন, নির্বাচনে দলের ভরাডুবির কারণ খুঁজে বের করা হবে। তৃণমূল পর্যায়ে সংগঠনকে শক্তিশালী করার উদ্যোগ নেওয়া হচ্ছে। xyxy=(589,894,923,914)
column-divider xyxy=(583,124,584,1504)
headline-syndicate: সিন্ডিকেটের বিরুদ্ধে সর্বাত্মক xyxy=(402,645,537,660)
headline-poor-treatment: দরিদ্রদের জন্য চিকিৎসা আগুন xyxy=(45,814,194,829)
article-body: অর্থনীতিবিদরা বলছেন, দেশে ঋণ খেলাপি হওয়া এখন লাভজনক হয়ে উঠেছে। ব্যাংক খাতে খেলাপি ঋণের পরিমাণ বাড়ছে। কঠোর আইন প্রয়োগ ছাড়া এই সংকট থেকে উত্তরণ সম্ভব নয়। xyxy=(361,607,578,637)
headline-world-bank: ঢাকায় বিশ্বব্যাংকের xyxy=(425,268,514,283)
article-lead: করতোয়া ডেস্ক : হজ পালনের জন্য ভিসা না থাকলে কোনো ব্যক্তিকে হজে যাওয়ার অনুমতি দেওয়া হবে না। সৌদি আরবের হজ ও ওমরাহ বিষয়ক মন্ত্রণালয়ের বরাত দিয়ে এই খবর জানিয়েছে সংবাদমাধ্যম। xyxy=(22,162,217,203)
article-body: মজুতদারদের বিরুদ্ধে কঠোর ব্যবস্থা নেওয়া হবে বলে জানিয়েছেন খাদ্যমন্ত্রী। তিনি বলেন, অবৈধ মজুত করে কেউ বাজার অস্থিতিশীল করতে পারবে না। xyxy=(589,603,730,644)
article-body: মানবিক সহায়তা ও স্বাস্থ্যসেবা নিশ্চিতে দরিদ্র জনগোষ্ঠীর জন্য বিনামূল্যে চিকিৎসা শিবিরের আয়োজন করা হয়। শতাধিক রোগী চিকিৎসা সেবা নেন। xyxy=(22,1069,217,1099)
article-body: বাণিজ্যমন্ত্রী বলেছেন, বাজার সিন্ডিকেটের বিরুদ্ধে সর্বাত্মক ব্যবস্থা নেওয়া হবে। কেউ যেন কৃত্রিম সংকট তৈরি করে দাম বাড়াতে না পারে সেজন্য নজরদারি জোরদার করা হয়েছে। xyxy=(361,866,578,896)
article-body: প্রতি কেজি ভিতো ১০০ থেকে ১২০ টাকা, শনিবার বিভিন্ন বাজারে পেঁয়াজের দাম বেড়েছে। খুচরা বিক্রেতারা বলছেন, আমদানি কম থাকায় দাম বাড়ছে। ক্রেতারা অভিযোগ করছেন, কৃত্রিম সংকট তৈরি করে দাম বাড়ানো হচ্ছে। xyxy=(22,698,217,739)
article-body: স্বাস্থ্যসেবার মান উন্নয়নে সরকারের বিভিন্ন উদ্যোগ থাকলেও মাঠপর্যায়ে এর বাস্তবায়ন নিয়ে প্রশ্ন রয়েছে। বিশেষজ্ঞরা কঠোর নজরদারির আহ্বান জানিয়েছেন। xyxy=(228,1634,350,1674)
article-body: কাঁচা মরিচ কেজিপ্রতি ৮০ টাকা, বেগুন ৬০ টাকা, আলু ৪০ টাকা, টমেটো ৫০ টাকায় বিক্রি হচ্ছে। মাছ ও মাংসের দাম অপরিবর্তিত রয়েছে। xyxy=(228,1590,350,1630)
